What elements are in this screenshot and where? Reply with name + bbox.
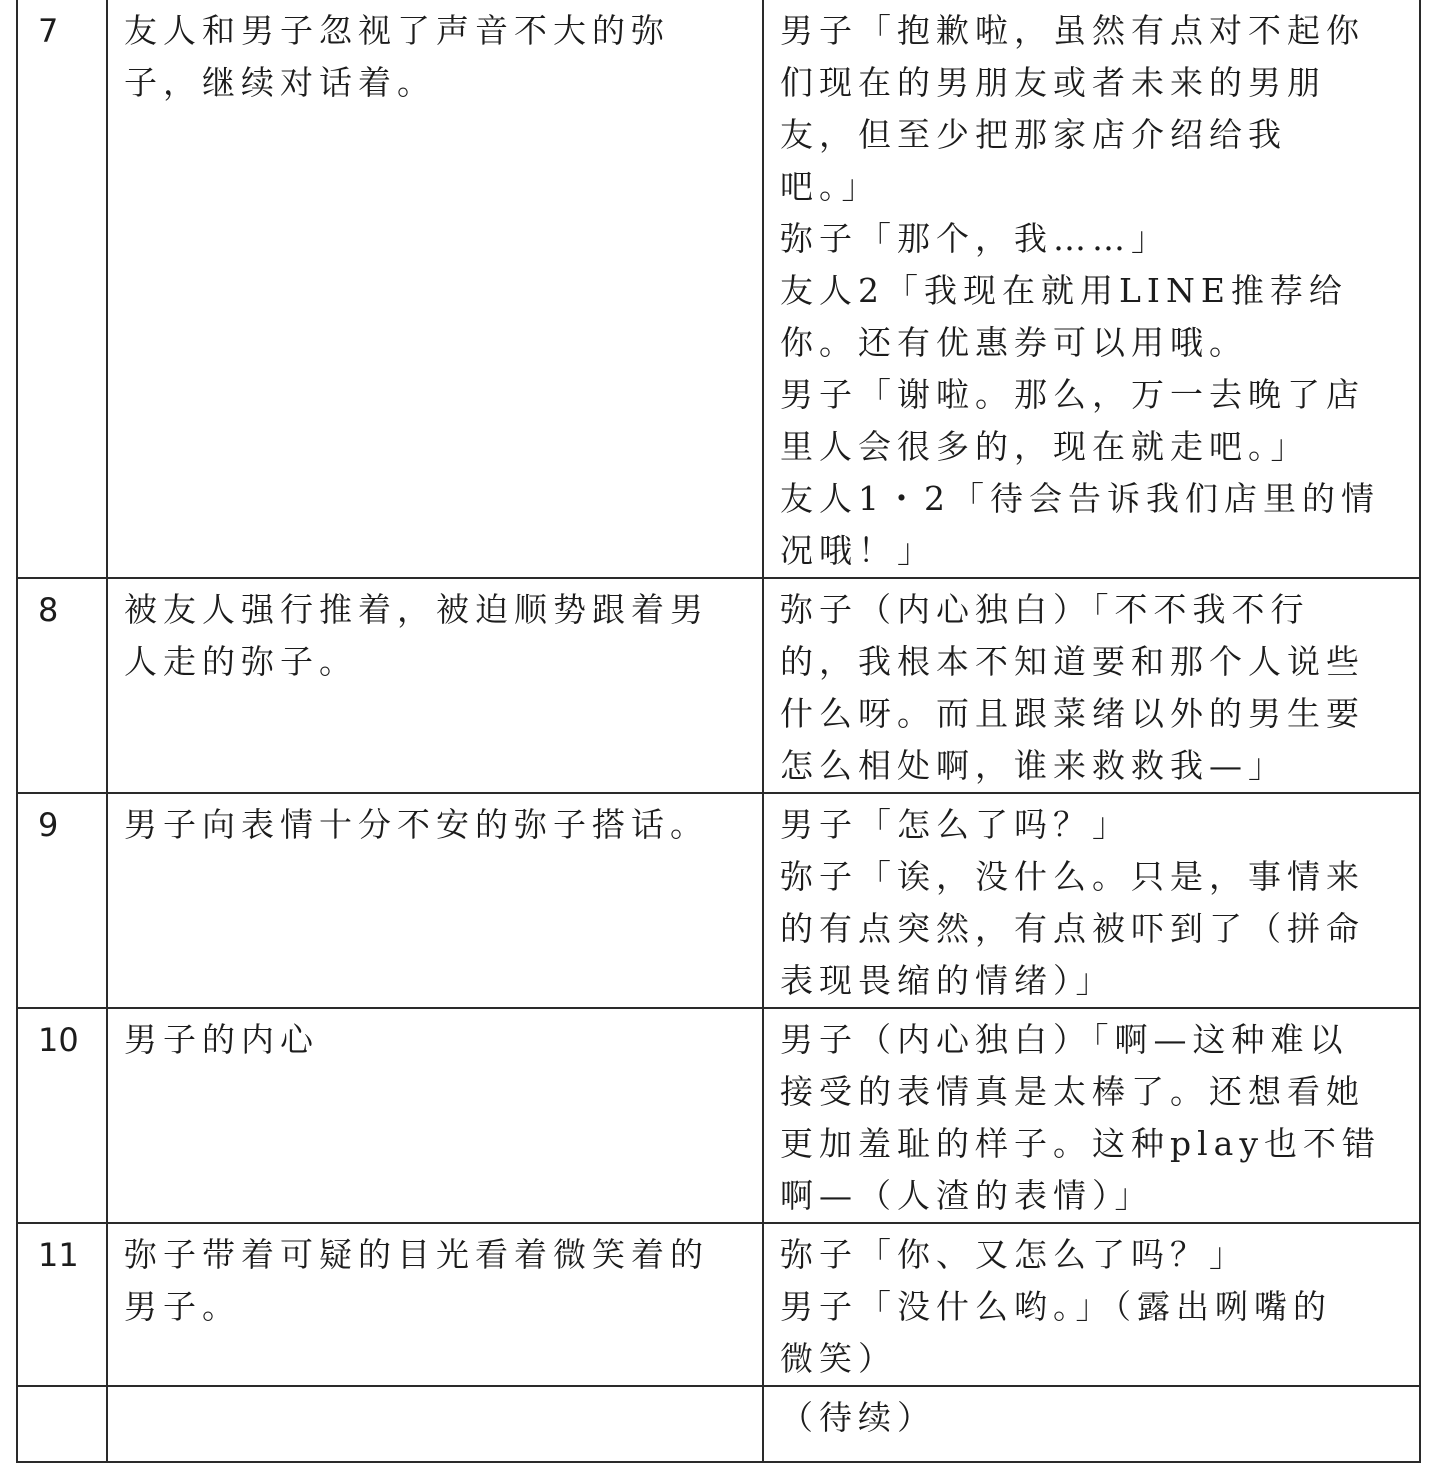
scene-dialogue [763, 1223, 1420, 1386]
table-row [17, 578, 1420, 793]
dialogue-line: 男子「没什么哟。」（露出咧嘴的 [780, 1287, 1332, 1326]
scene-description [107, 0, 763, 578]
dialogue-line: 弥子「那个，我……」 [780, 219, 1170, 258]
dialogue-line: 微笑） [780, 1339, 897, 1378]
dialogue-line: 接受的表情真是太棒了。还想看她 [780, 1072, 1365, 1111]
scene-number: 8 [17, 578, 107, 793]
dialogue-line: 友，但至少把那家店介绍给我 [780, 115, 1287, 154]
description-line: 人走的弥子。 [124, 642, 358, 681]
scene-number [17, 1386, 107, 1462]
scene-dialogue [763, 793, 1420, 1008]
table-row [17, 1223, 1420, 1386]
description-line: 男子的内心 [124, 1020, 319, 1059]
dialogue-line: 啊—（人渣的表情）」 [780, 1176, 1154, 1215]
dialogue-line: 什么呀。而且跟菜绪以外的男生要 [780, 694, 1365, 733]
scene-number: 11 [17, 1223, 107, 1386]
dialogue-line: 弥子（内心独白）「不不我不行 [780, 590, 1310, 629]
table-row [17, 793, 1420, 1008]
scene-number: 9 [17, 793, 107, 1008]
to-be-continued: （待续） [780, 1398, 936, 1437]
scene-dialogue [763, 1386, 1420, 1462]
dialogue-line: 你。还有优惠券可以用哦。 [780, 323, 1248, 362]
scene-dialogue [763, 1008, 1420, 1223]
dialogue-line: 男子「抱歉啦，虽然有点对不起你 [780, 11, 1365, 50]
table-row [17, 1008, 1420, 1223]
dialogue-line: 男子「怎么了吗？」 [780, 805, 1131, 844]
scene-description [107, 578, 763, 793]
dialogue-line: 弥子「诶，没什么。只是，事情来 [780, 857, 1365, 896]
dialogue-line: 的有点突然，有点被吓到了（拼命 [780, 909, 1365, 948]
scene-description [107, 1386, 763, 1462]
description-line: 友人和男子忽视了声音不大的弥 [124, 11, 670, 50]
dialogue-line: 友人2「我现在就用LINE推荐给 [780, 271, 1348, 310]
scene-dialogue [763, 578, 1420, 793]
description-line: 弥子带着可疑的目光看着微笑着的 [124, 1235, 709, 1274]
dialogue-line: 们现在的男朋友或者未来的男朋 [780, 63, 1326, 102]
dialogue-line: 男子（内心独白）「啊—这种难以 [780, 1020, 1349, 1059]
dialogue-line: 吧。」 [780, 167, 881, 206]
table-row [17, 1386, 1420, 1462]
description-line: 子，继续对话着。 [124, 63, 436, 102]
description-line: 被友人强行推着，被迫顺势跟着男 [124, 590, 709, 629]
dialogue-line: 男子「谢啦。那么，万一去晚了店 [780, 375, 1365, 414]
dialogue-line: 友人1・2「待会告诉我们店里的情 [780, 479, 1380, 518]
scene-number: 10 [17, 1008, 107, 1223]
scene-description [107, 793, 763, 1008]
dialogue-line: 的，我根本不知道要和那个人说些 [780, 642, 1365, 681]
dialogue-line: 怎么相处啊，谁来救救我—」 [780, 746, 1287, 785]
dialogue-line: 况哦！」 [780, 531, 936, 570]
scene-dialogue [763, 0, 1420, 578]
description-line: 男子向表情十分不安的弥子搭话。 [124, 805, 709, 844]
description-line: 男子。 [124, 1287, 241, 1326]
dialogue-line: 更加羞耻的样子。这种play也不错 [780, 1124, 1381, 1163]
table-row [17, 0, 1420, 578]
scene-description [107, 1008, 763, 1223]
dialogue-line: 弥子「你、又怎么了吗？」 [780, 1235, 1248, 1274]
dialogue-line: 表现畏缩的情绪）」 [780, 961, 1115, 1000]
scene-number: 7 [17, 0, 107, 578]
script-table [16, 0, 1421, 1463]
scene-description [107, 1223, 763, 1386]
dialogue-line: 里人会很多的，现在就走吧。」 [780, 427, 1310, 466]
